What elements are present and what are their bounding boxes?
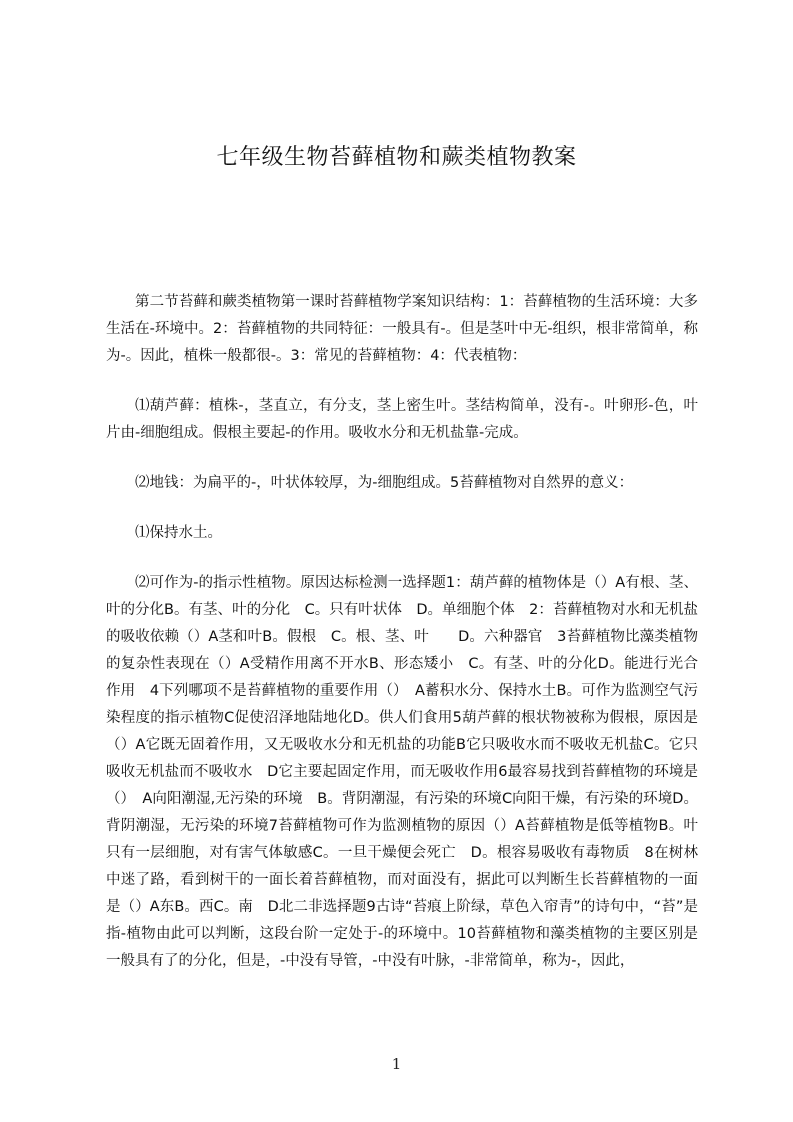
page-number: 1 — [391, 1055, 402, 1073]
paragraph-intro: 第二节苔藓和蕨类植物第一课时苔藓植物学案知识结构：1：苔藓植物的生活环境：大多生活在-环境中。2：苔藓植物的共同特征：一般具有-。但是茎叶中无-组织，根非常简单，称为-。因此，植株一般都很-。3：常见的苔藓植物：4：代表植物： — [106, 294, 698, 364]
paragraph-huluxian: ⑴葫芦藓：植株-，茎直立，有分支，茎上密生叶。茎结构简单，没有-。叶卵形-色，叶片由-细胞组成。假根主要起-的作用。吸收水分和无机盐靠-完成。 — [106, 398, 698, 441]
paragraph-diqian: ⑵地钱：为扁平的-，叶状体较厚，为-细胞组成。5苔藓植物对自然界的意义： — [135, 475, 634, 491]
document-title: 七年级生物苔藓植物和蕨类植物教案 — [216, 145, 577, 170]
paragraph-soil-conservation: ⑴保持水土。 — [135, 525, 222, 541]
paragraph-exercises: ⑵可作为-的指示性植物。原因达标检测一选择题1：葫芦藓的植物体是（）A有根、茎、叶的分化B。有茎、叶的分化 C。只有叶状体 D。单细胞个体 2：苔藓植物对水和无机盐的吸收依赖（）A茎和叶B。假根 C。根、茎、叶 D。六种器官 3苔藓植物比藻类植物的复杂性表现在（）A受精作用离不开水B、形态矮小 C。有茎、叶的分化D。能进行光合作用 4下列哪项不是苔藓植物的重要作用（） A蓄积水分、保持水土B。可作为监测空气污染程度的指示植物C促使沼泽地陆地化D。供人们食用5葫芦藓的根状物被称为假根，原因是（）A它既无固着作用，又无吸收水分和无机盐的功能B它只吸收水而不吸收无机盐C。它只吸收无机盐而不吸收水 D它主要起固定作用，而无吸收作用6最容易找到苔藓植物的环境是（） A向阳潮湿,无污染的环境 B。背阴潮湿，有污染的环境C向阳干燥，有污染的环境D。背阴潮湿，无污染的环境7苔藓植物可作为监测植物的原因（）A苔藓植物是低等植物B。叶只有一层细胞，对有害气体敏感C。一旦干燥便会死亡 D。根容易吸收有毒物质 8在树林中迷了路，看到树干的一面长着苔藓植物，而对面没有，据此可以判断生长苔藓植物的一面是（）A东B。西C。南 D北二非选择题9古诗“苔痕上阶绿，草色入帘青”的诗句中，“苔”是指-植物由此可以判断，这段台阶一定处于-的环境中。10苔藓植物和藻类植物的主要区别是一般具有了的分化，但是，-中没有导管，-中没有叶脉，-非常简单，称为-，因此， — [106, 575, 698, 969]
document-body — [106, 289, 698, 1037]
